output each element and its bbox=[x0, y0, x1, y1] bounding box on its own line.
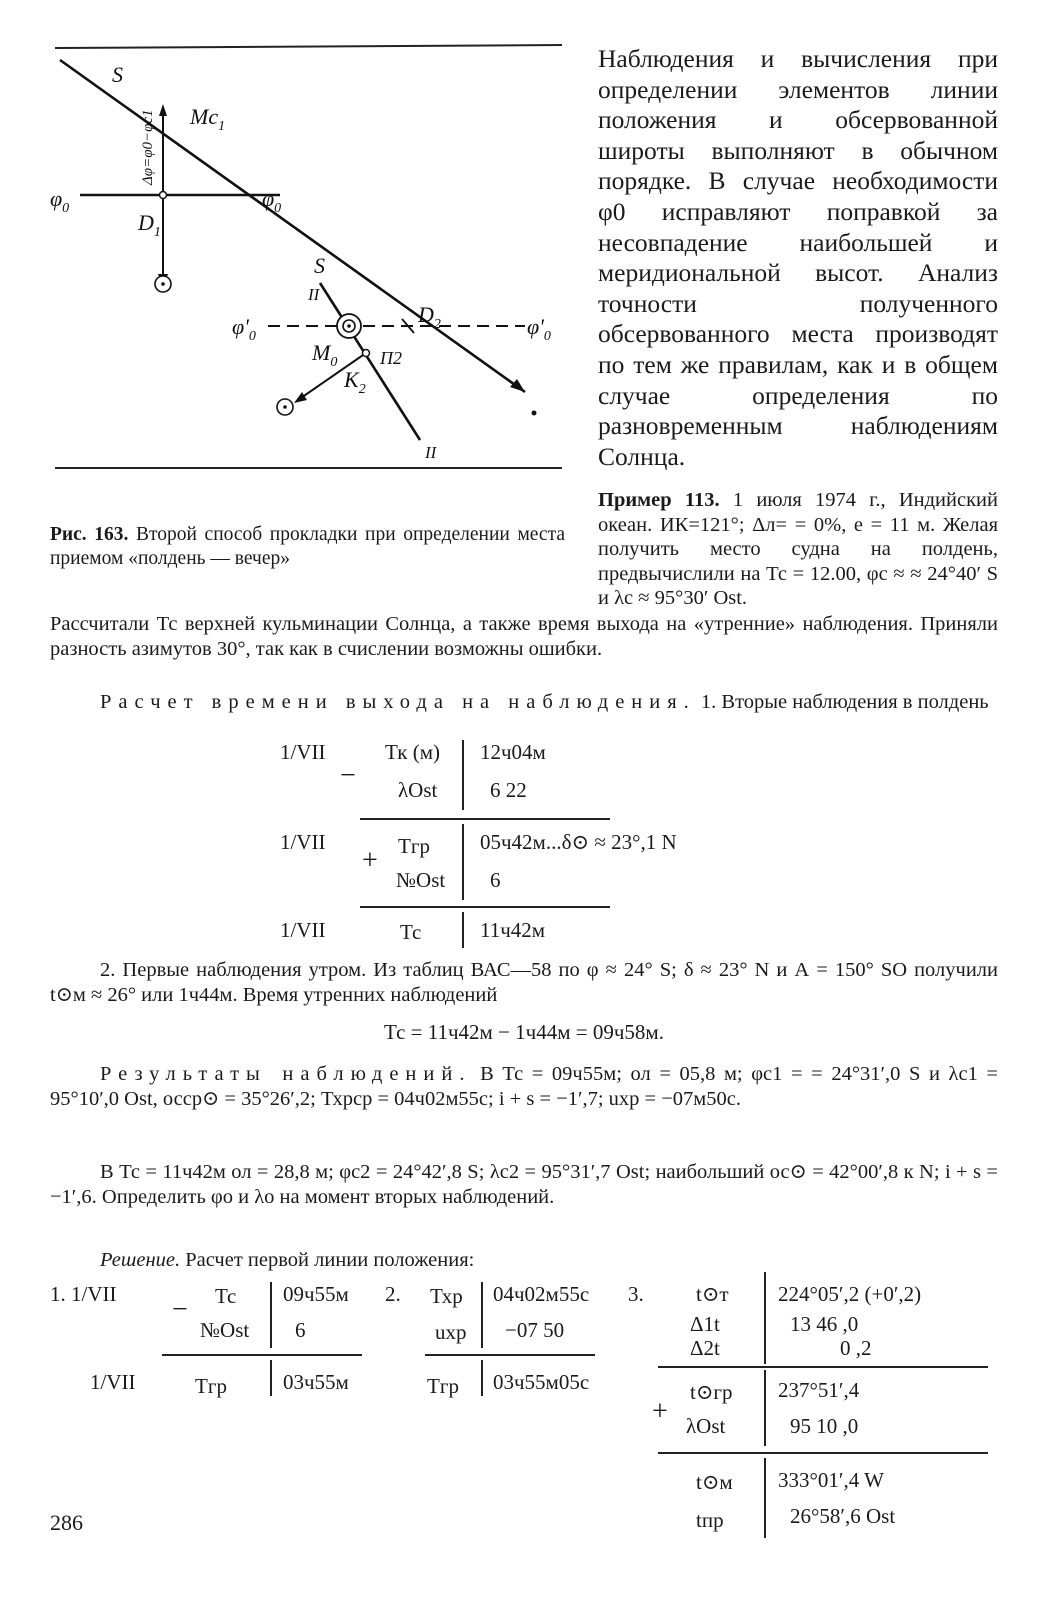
c3-label-2: Δ1t bbox=[690, 1312, 720, 1336]
c1-label-3: Тгр bbox=[195, 1374, 227, 1398]
t1-label-3: Тгр bbox=[398, 834, 430, 858]
c1-label-1: Тс bbox=[215, 1284, 237, 1308]
right-paragraph: Наблюдения и вычисления при определении элементов линии положения и обсервованной широты выполняют в обычном порядке. В случае необходимости φ0 исправляют поправкой за несовпадение наибольшей и меридиональной высот. Анализ точности полученного обсервованного места производят по тем же правилам, как и в общем случае определения по разновременным наблюдениям Солнца. bbox=[598, 44, 998, 471]
t1-value-3: 05ч42м...δ⊙ ≈ 23°,1 N bbox=[480, 830, 677, 854]
c3-label-6: t⊙м bbox=[696, 1470, 733, 1494]
c3-plus: + bbox=[652, 1396, 668, 1427]
solution-line: Решение. Расчет первой линии положения: bbox=[100, 1249, 475, 1271]
c1-num: 1. 1/VII bbox=[50, 1282, 117, 1306]
paragraph-3: 2. Первые наблюдения утром. Из таблиц ВАС—58 по φ ≈ 24° S; δ ≈ 23° N и А = 150° SO получили t⊙м ≈ 26° или 1ч44м. Время утренних наблюдений bbox=[50, 959, 998, 1006]
paragraph-4: Результаты наблюдений. В Тс = 09ч55м; ол = 05,8 м; φс1 = = 24°31′,0 S и λс1 = 95°10′,0 Ost, осср⊙ = 35°26′,2; Тхрср = 04ч02м55с; i + s = −1′,7; uхр = −07м50с. bbox=[50, 1063, 998, 1110]
c3-label-7: tпр bbox=[696, 1508, 724, 1532]
figure-163 bbox=[40, 30, 580, 500]
c2-label-1: Тхр bbox=[430, 1284, 463, 1308]
formula-1: Тс = 11ч42м − 1ч44м = 09ч58м. bbox=[384, 1020, 664, 1044]
paragraph-2: Расчет времени выхода на наблюдения. 1. Вторые наблюдения в полдень bbox=[100, 691, 989, 713]
calc-1 bbox=[50, 1282, 380, 1412]
t1-label-5: Тс bbox=[400, 920, 422, 944]
t1-date-5: 1/VII bbox=[280, 918, 326, 942]
calc-2 bbox=[385, 1282, 615, 1412]
label-phi0p-left: $\varphi'_0$ bbox=[232, 314, 256, 344]
label-ii-bottom: II bbox=[425, 443, 437, 462]
t1-label-4: №Ost bbox=[396, 868, 446, 892]
c3-value-6: 333°01′,4 W bbox=[778, 1468, 884, 1492]
t1-value-4: 6 bbox=[490, 868, 501, 892]
t1-value-1: 12ч04м bbox=[480, 740, 546, 764]
label-p2: П2 bbox=[380, 348, 402, 368]
label-phi0-right: $\varphi_0$ bbox=[262, 186, 282, 216]
c1-label-2: №Ost bbox=[200, 1318, 250, 1342]
label-s-top: S bbox=[112, 62, 123, 87]
c1-date: 1/VII bbox=[90, 1370, 136, 1394]
c3-value-4: 237°51′,4 bbox=[778, 1378, 860, 1402]
t1-label-2: λOst bbox=[398, 778, 438, 802]
t1-date-3: 1/VII bbox=[280, 830, 326, 854]
page-number: 286 bbox=[50, 1510, 83, 1535]
label-dphi: Δφ=φ0−φc1 bbox=[140, 109, 156, 185]
c3-value-5: 95 10 ,0 bbox=[790, 1414, 859, 1438]
label-s-mid: S bbox=[314, 253, 325, 278]
c3-label-1: t⊙т bbox=[696, 1282, 729, 1306]
example-paragraph: Пример 113. 1 июля 1974 г., Индийский океан. ИК=121°; Δл= = 0%, е = 11 м. Желая получить место судна на полдень, предвычислили на Тс = 12.00, φс ≈ ≈ 24°40′ S и λс ≈ 95°30′ Ost. bbox=[598, 489, 998, 609]
paragraph-1: Рассчитали Тс верхней кульминации Солнца, а также время выхода на «утренние» наблюдения. Приняли разность азимутов 30°, так как в счислении возможны ошибки. bbox=[50, 613, 998, 660]
label-d2: $D_2$ bbox=[418, 302, 441, 332]
t1-minus: − bbox=[340, 760, 356, 791]
c2-label-3: Тгр bbox=[427, 1374, 459, 1398]
c1-value-3: 03ч55м bbox=[283, 1370, 349, 1394]
label-d1: $D_1$ bbox=[138, 210, 161, 240]
c3-label-3: Δ2t bbox=[690, 1336, 720, 1360]
t1-date-1: 1/VII bbox=[280, 740, 326, 764]
label-phi0-left: $\varphi_0$ bbox=[50, 186, 70, 216]
c2-num: 2. bbox=[385, 1282, 401, 1306]
t1-value-5: 11ч42м bbox=[480, 918, 546, 942]
paragraph-5: В Тс = 11ч42м ол = 28,8 м; φс2 = 24°42′,8 S; λс2 = 95°31′,7 Ost; наибольший ос⊙ = 42°00′,8 к N; i + s = −1′,6. Определить φо и λо на момент вторых наблюдений. bbox=[50, 1161, 998, 1208]
t1-value-2: 6 22 bbox=[490, 778, 527, 802]
c1-value-2: 6 bbox=[295, 1318, 306, 1342]
c1-minus: − bbox=[172, 1294, 188, 1325]
c2-value-3: 03ч55м05с bbox=[493, 1370, 590, 1394]
c3-value-7: 26°58′,6 Ost bbox=[790, 1504, 896, 1528]
c3-value-2: 13 46 ,0 bbox=[790, 1312, 859, 1336]
label-m0: $M_0$ bbox=[312, 340, 338, 370]
figure-caption: Рис. 163. Второй способ прокладки при определении места приемом «полдень — вечер» bbox=[50, 524, 565, 569]
c1-value-1: 09ч55м bbox=[283, 1282, 349, 1306]
c2-label-2: uхр bbox=[435, 1320, 467, 1344]
c3-value-3: 0 ,2 bbox=[840, 1336, 872, 1360]
c3-label-4: t⊙гр bbox=[690, 1380, 733, 1404]
label-ii-top: II bbox=[308, 285, 320, 304]
label-mc1: $Mc_1$ bbox=[190, 104, 226, 134]
s-line bbox=[60, 60, 525, 392]
c2-value-1: 04ч02м55с bbox=[493, 1282, 590, 1306]
table-departure-time bbox=[280, 740, 780, 950]
t1-plus: + bbox=[362, 845, 378, 876]
label-phi0p-right: $\varphi'_0$ bbox=[527, 314, 551, 344]
calc-3 bbox=[628, 1272, 998, 1572]
label-k2: $K_2$ bbox=[344, 367, 366, 397]
c3-num: 3. bbox=[628, 1282, 644, 1306]
t1-label-1: Тк (м) bbox=[385, 740, 441, 764]
c2-value-2: −07 50 bbox=[505, 1318, 565, 1342]
c3-label-5: λOst bbox=[686, 1414, 726, 1438]
c3-value-1: 224°05′,2 (+0′,2) bbox=[778, 1282, 922, 1306]
